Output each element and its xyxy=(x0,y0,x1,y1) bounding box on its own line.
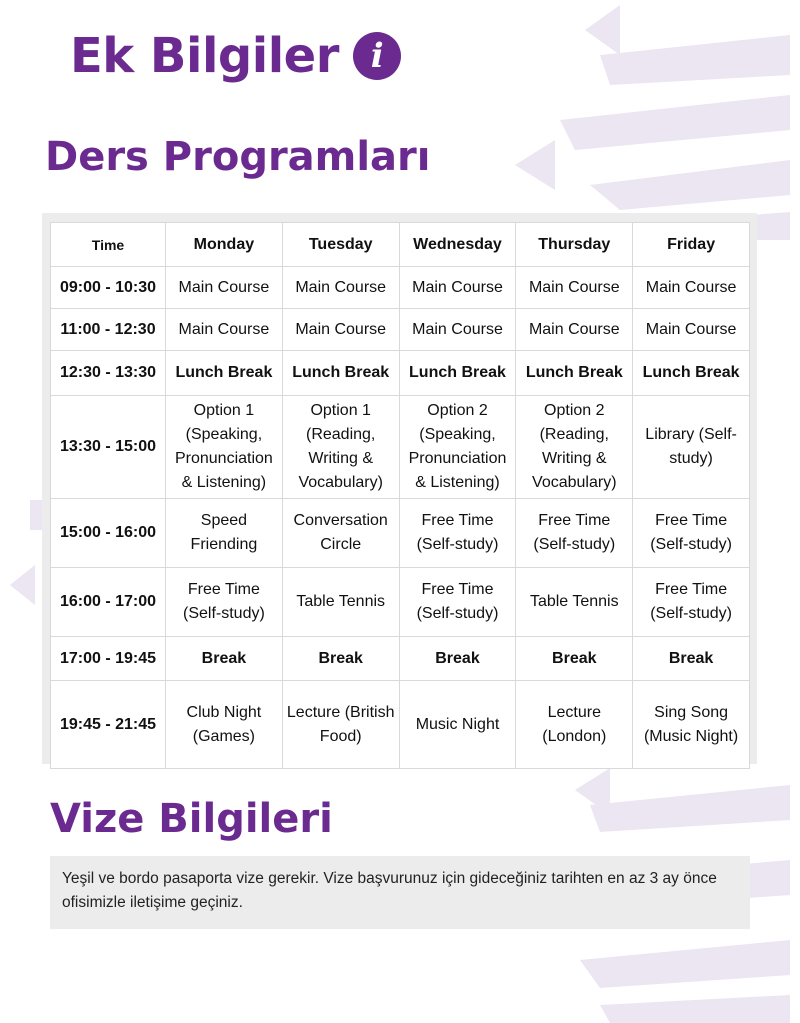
table-cell: Club Night (Games) xyxy=(166,681,283,769)
table-cell: Break xyxy=(399,637,516,681)
table-cell: Main Course xyxy=(399,309,516,351)
table-cell: Music Night xyxy=(399,681,516,769)
table-cell: Break xyxy=(166,637,283,681)
table-row xyxy=(51,396,750,499)
table-cell: Speed Friending xyxy=(166,499,283,568)
table-row xyxy=(51,499,750,568)
table-row xyxy=(51,267,750,309)
time-cell: 12:30 - 13:30 xyxy=(51,351,166,396)
table-cell: Table Tennis xyxy=(516,568,633,637)
visa-info-text: Yeşil ve bordo pasaporta vize gerekir. Vize başvurunuz için gideceğiniz tarihten en az 3 ay önce ofisimizle iletişime geçiniz. xyxy=(62,870,717,911)
page-title-text: Ek Bilgiler xyxy=(70,28,339,84)
table-cell: Lecture (British Food) xyxy=(282,681,399,769)
column-header-friday: Friday xyxy=(633,223,750,267)
table-cell: Lunch Break xyxy=(516,351,633,396)
table-cell: Break xyxy=(282,637,399,681)
table-cell: Break xyxy=(516,637,633,681)
column-header-monday: Monday xyxy=(166,223,283,267)
time-cell: 19:45 - 21:45 xyxy=(51,681,166,769)
table-cell: Free Time (Self-study) xyxy=(399,499,516,568)
table-cell: Main Course xyxy=(166,309,283,351)
table-cell: Main Course xyxy=(633,309,750,351)
page-title xyxy=(70,28,401,84)
table-row xyxy=(51,351,750,396)
table-cell: Table Tennis xyxy=(282,568,399,637)
table-cell: Conversation Circle xyxy=(282,499,399,568)
table-row xyxy=(51,309,750,351)
table-cell: Option 2 (Speaking, Pronunciation & Listening) xyxy=(399,396,516,499)
time-cell: 16:00 - 17:00 xyxy=(51,568,166,637)
table-cell: Lunch Break xyxy=(399,351,516,396)
table-cell: Lunch Break xyxy=(282,351,399,396)
schedule-table xyxy=(50,222,750,769)
table-cell: Lecture (London) xyxy=(516,681,633,769)
visa-section-title: Vize Bilgileri xyxy=(50,796,333,842)
table-cell: Free Time (Self-study) xyxy=(166,568,283,637)
schedule-section-title: Ders Programları xyxy=(45,134,431,180)
info-icon: i xyxy=(353,32,401,80)
table-row xyxy=(51,637,750,681)
table-cell: Main Course xyxy=(516,309,633,351)
table-cell: Option 1 (Reading, Writing & Vocabulary) xyxy=(282,396,399,499)
time-cell: 11:00 - 12:30 xyxy=(51,309,166,351)
table-cell: Option 2 (Reading, Writing & Vocabulary) xyxy=(516,396,633,499)
table-header-row xyxy=(51,223,750,267)
column-header-wednesday: Wednesday xyxy=(399,223,516,267)
column-header-tuesday: Tuesday xyxy=(282,223,399,267)
table-cell: Main Course xyxy=(399,267,516,309)
table-cell: Break xyxy=(633,637,750,681)
table-cell: Sing Song (Music Night) xyxy=(633,681,750,769)
visa-info-box xyxy=(50,856,750,929)
table-cell: Lunch Break xyxy=(166,351,283,396)
column-header-thursday: Thursday xyxy=(516,223,633,267)
time-cell: 15:00 - 16:00 xyxy=(51,499,166,568)
table-row xyxy=(51,568,750,637)
table-cell: Free Time (Self-study) xyxy=(633,568,750,637)
time-cell: 17:00 - 19:45 xyxy=(51,637,166,681)
table-cell: Free Time (Self-study) xyxy=(399,568,516,637)
table-cell: Main Course xyxy=(166,267,283,309)
table-cell: Main Course xyxy=(282,267,399,309)
table-cell: Main Course xyxy=(516,267,633,309)
time-cell: 09:00 - 10:30 xyxy=(51,267,166,309)
time-cell: 13:30 - 15:00 xyxy=(51,396,166,499)
table-cell: Free Time (Self-study) xyxy=(516,499,633,568)
table-cell: Option 1 (Speaking, Pronunciation & Listening) xyxy=(166,396,283,499)
table-cell: Main Course xyxy=(282,309,399,351)
table-cell: Main Course xyxy=(633,267,750,309)
table-row xyxy=(51,681,750,769)
decorative-swirl-top xyxy=(500,0,800,240)
column-header-time: Time xyxy=(51,223,166,267)
table-cell: Free Time (Self-study) xyxy=(633,499,750,568)
table-cell: Lunch Break xyxy=(633,351,750,396)
table-cell: Library (Self-study) xyxy=(633,396,750,499)
